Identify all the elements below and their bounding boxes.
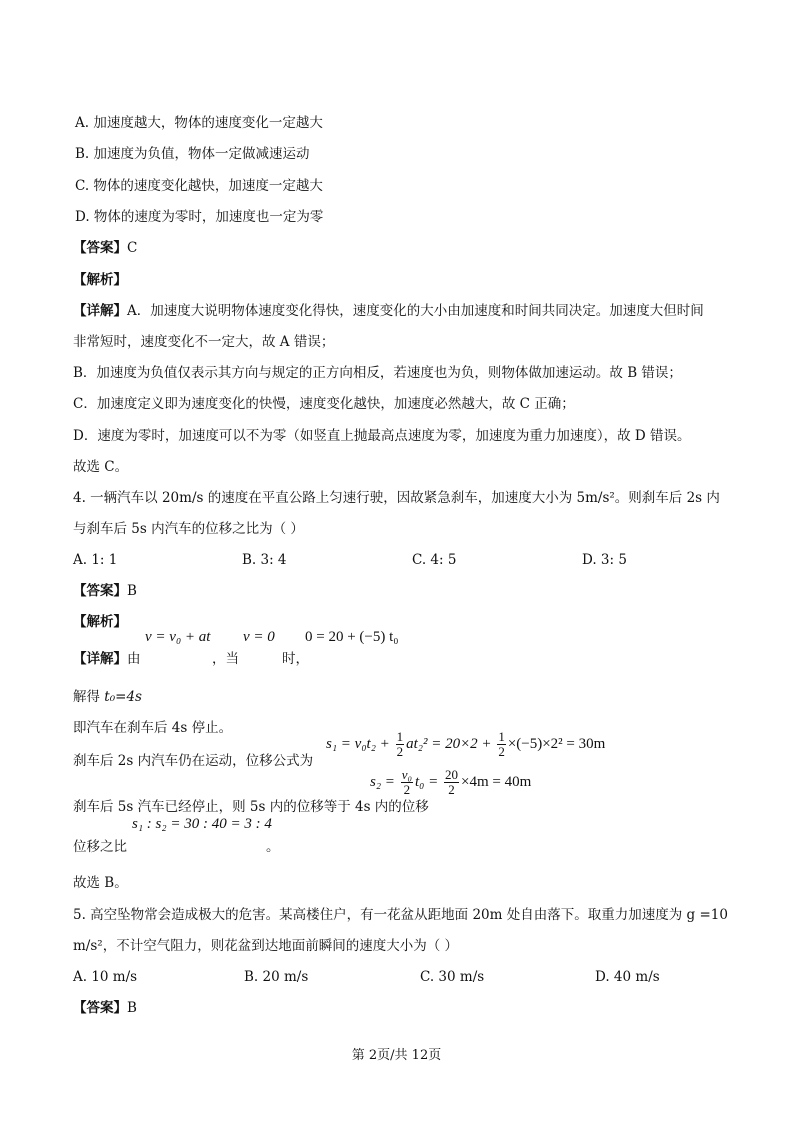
q4-stop-line: 即汽车在刹车后 4s 停止。 — [73, 720, 233, 736]
q4-ratio-text: 位移之比 — [73, 839, 127, 855]
solve-value: t₀=4s — [104, 689, 142, 705]
q3-detail-line-4: C．加速度定义即为速度变化的快慢，速度变化越快，加速度必然越大，故 C 正确； — [73, 396, 575, 412]
q4-stem-line-2: 与刹车后 5s 内汽车的位移之比为（ ） — [73, 521, 304, 537]
q5-option-a: A. 10 m/s — [73, 969, 138, 985]
q5-option-c: C. 30 m/s — [420, 969, 485, 985]
fraction-20-half: $\frac{20}{2}$ — [445, 767, 458, 797]
q3-detail-line-3: B．加速度为负值仅表示其方向与规定的正方向相反，若速度也为负，则物体做加速运动。故 B 错误； — [73, 365, 682, 381]
q4-analysis-tag: 【解析】 — [73, 614, 127, 630]
q4-s2-text: 刹车后 5s 汽车已经停止，则 5s 内的位移等于 4s 内的位移 — [73, 799, 429, 815]
answer-value: B — [127, 1000, 137, 1016]
fraction-v0-half: $\frac{\text{v₀}}{2}$ — [401, 767, 412, 797]
q4-eq-v-zero: v = 0 — [243, 629, 275, 645]
q5-option-b: B. 20 m/s — [244, 969, 309, 985]
q4-option-a: A. 1: 1 — [73, 552, 118, 568]
q4-s2-equation — [370, 768, 531, 797]
q3-option-c: C. 物体的速度变化越快，加速度一定越大 — [75, 178, 323, 194]
q4-detail-line-1 — [73, 650, 141, 668]
answer-value: C — [127, 240, 138, 256]
q4-option-b: B. 3: 4 — [242, 552, 287, 568]
q4-solve — [73, 688, 142, 706]
q4-ratio-end: 。 — [266, 839, 280, 855]
s2-eq-mid: t₀ = — [414, 773, 439, 790]
q3-analysis-tag: 【解析】 — [73, 272, 127, 288]
q3-detail-line-2: 非常短时，速度变化不一定大，故 A 错误； — [73, 334, 335, 350]
q3-option-b: B. 加速度为负值，物体一定做减速运动 — [75, 146, 310, 162]
q4-stem-line-1: 4. 一辆汽车以 20m/s 的速度在平直公路上匀速行驶，因故紧急刹车，加速度大小为 5m/s²。则刹车后 2s 内 — [73, 490, 720, 506]
q4-ratio-eq: s₁ : s₂ = 30 : 40 = 3 : 4 — [132, 816, 272, 832]
detail-text: A．加速度大说明物体速度变化得快，速度变化的大小由加速度和时间共同决定。加速度大但时间 — [127, 303, 704, 319]
q3-conclusion: 故选 C。 — [73, 459, 129, 475]
answer-tag: 【答案】 — [73, 240, 127, 256]
q3-option-d: D. 物体的速度为零时，加速度也一定为零 — [75, 209, 324, 225]
s1-eq-mid: at₂² = 20×2 + — [406, 735, 492, 752]
q4-eq-t0: 0 = 20 + (−5) t₀ — [305, 629, 399, 645]
detail-tag: 【详解】 — [73, 303, 127, 319]
q4-s1-text: 刹车后 2s 内汽车仍在运动，位移公式为 — [73, 753, 314, 769]
q4-s1-equation — [326, 730, 605, 759]
page-footer: 第 2页/共 12页 — [351, 1048, 442, 1063]
fraction-half: $\frac{1}{2}$ — [498, 729, 505, 759]
solve-prefix: 解得 — [73, 689, 105, 705]
q5-answer — [73, 999, 137, 1017]
fraction-half: $\frac{1}{2}$ — [396, 729, 404, 759]
answer-value: B — [127, 583, 137, 599]
q5-option-d: D. 40 m/s — [595, 969, 660, 985]
q4-option-c: C. 4: 5 — [412, 552, 457, 568]
q4-eq-velocity: v = v₀ + at — [145, 629, 211, 645]
q4-option-d: D. 3: 5 — [582, 552, 627, 568]
detail-tag: 【详解】 — [73, 651, 127, 667]
q3-answer — [73, 239, 137, 257]
q3-detail-line-1 — [73, 302, 704, 320]
q4-conclusion: 故选 B。 — [73, 875, 128, 891]
s1-eq-right: ×(−5)×2² = 30m — [507, 735, 606, 752]
q5-stem-line-1: 5. 高空坠物常会造成极大的危害。某高楼住户，有一花盆从距地面 20m 处自由落下。取重力加速度为 g =10 — [73, 907, 728, 923]
q3-detail-line-5: D．速度为零时，加速度可以不为零（如竖直上抛最高点速度为零，加速度为重力加速度），故 D 错误。 — [73, 428, 691, 444]
answer-tag: 【答案】 — [73, 583, 127, 599]
q5-stem-line-2: m/s²，不计空气阻力，则花盆到达地面前瞬间的速度大小为（ ） — [73, 938, 458, 954]
answer-tag: 【答案】 — [73, 1000, 127, 1016]
s1-eq-left: s₁ = v₀t₂ + — [326, 735, 390, 752]
q4-detail-shi: 时， — [282, 651, 309, 667]
s2-eq-left: s₂ = — [370, 773, 395, 790]
q4-detail-dang: ，当 — [212, 651, 239, 667]
detail-you: 由 — [127, 651, 141, 667]
q3-option-a: A. 加速度越大，物体的速度变化一定越大 — [75, 115, 323, 131]
s2-eq-right: ×4m = 40m — [461, 773, 532, 790]
q4-answer — [73, 582, 137, 600]
